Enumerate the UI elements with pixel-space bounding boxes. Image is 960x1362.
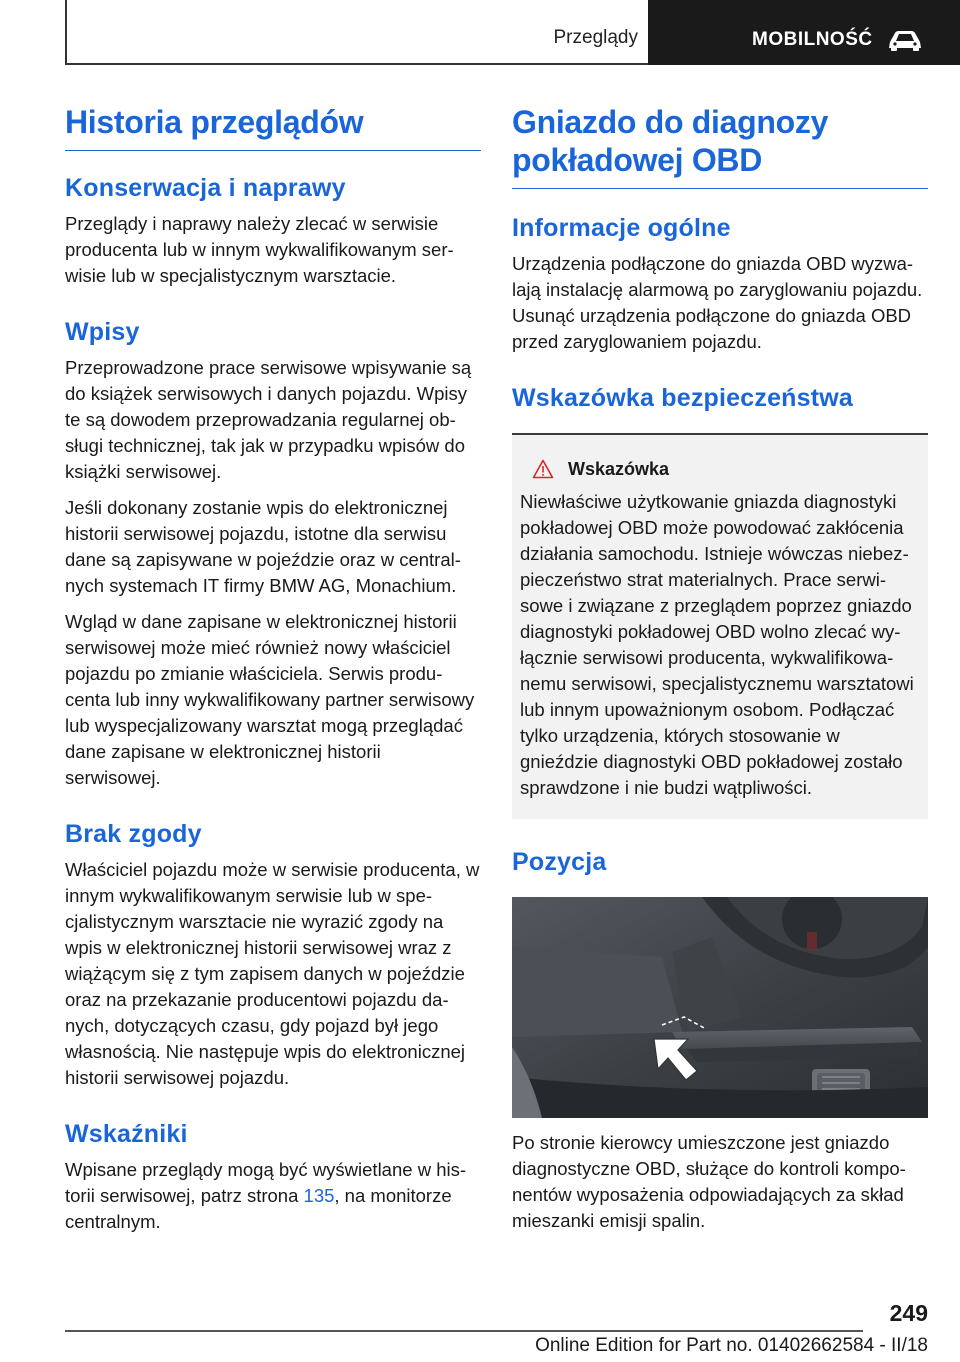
section-heading-konserwacja: Konserwacja i naprawy [65,174,346,202]
obd-location-photo [512,897,928,1118]
section-heading-bezpieczenstwo: Wskazówka bezpieczeństwa [512,384,854,412]
page-number: 249 [889,1300,928,1326]
edition-footer: Online Edition for Part no. 01402662584 - II/18 [535,1335,928,1356]
paragraph: Przeprowadzone prace serwisowe wpisywanie są do książek serwisowych i danych pojazdu. Wpisy te są dowodem przeprowadzania regularnej obsługi technicznej, tak jak w przypadku wpisów do książki serwisowej. [65,357,472,482]
paragraph: Jeśli dokonany zostanie wpis do elektronicznej historii serwisowej pojazdu, istotne dla serwisu dane są zapisywane w pojeździe oraz w centralnych systemach IT firmy BMW AG, Monachium. [65,497,461,596]
title-rule [65,150,481,151]
figure-caption: Po stronie kierowcy umieszczone jest gniazdo diagnostyczne OBD, służące do kontroli komponentów wyposażenia odpowiadających za skład mieszanki emisji spalin. [512,1132,906,1231]
section-heading-pozycja: Pozycja [512,848,607,876]
section-heading-informacje: Informacje ogólne [512,214,731,242]
warning-triangle-icon [532,459,554,479]
left-column [65,103,481,1235]
warning-title [520,457,920,481]
header-divider [65,0,67,64]
paragraph: Wgląd w dane zapisane w elektronicznej historii serwisowej może mieć również nowy właściciel pojazdu po zmianie właściciela. Serwis producenta lub inny wykwalifikowany partner serwisowy lub wyspecjalizowany warsztat mogą przeglądać dane zapisane w elektronicznej historii serwisowej. [65,611,475,788]
paragraph-text: , na monitorze centralnym. [65,1185,452,1232]
page-title: Historia przeglądów [65,104,364,140]
section-heading-wskazniki: Wskaźniki [65,1120,188,1148]
header-rule [65,63,648,65]
section-heading-wpisy: Wpisy [65,318,140,346]
right-column [512,103,928,1234]
car-icon [886,28,924,52]
warning-text: Niewłaściwe użytkowanie gniazda diagnostyki pokładowej OBD może powodować zakłócenia działania samochodu. Istnieje wówczas niebezpieczeństwo strat materialnych. Prace serwisowe i związane z przeglądem poprzez gniazdo diagnostyki pokładowej OBD wolno zlecać wyłącznie serwisowi producenta, wykwalifikowanemu serwisowi, specjalistycznemu warsztatowi lub innym upoważnionym osobom. Podłączać tylko urządzenia, których stosowanie w gnieździe diagnostyki OBD pokładowej zostało sprawdzone i nie budzi wątpliwości. [520,491,914,798]
footer-rule [65,1330,863,1332]
page-title-obd: Gniazdo do diagnozy pokładowej OBD [512,104,829,178]
header-section-title: Przeglądy [553,27,638,48]
chapter-tab [648,0,960,65]
chapter-label: MOBILNOŚĆ [752,29,873,50]
title-rule [512,188,928,189]
paragraph: Przeglądy i naprawy należy zlecać w serwisie producenta lub w innym wykwalifikowanym serwisie lub w specjalistycznym warsztacie. [65,213,454,286]
page-link[interactable]: 135 [303,1185,335,1206]
section-heading-brak-zgody: Brak zgody [65,820,202,848]
paragraph-text: Wpisane przeglądy mogą być wyświetlane w historii serwisowej, patrz strona [65,1159,467,1206]
warning-label: Wskazówka [568,459,670,479]
warning-box [512,433,928,819]
obd-illustration [512,897,928,1118]
paragraph: Właściciel pojazdu może w serwisie producenta, w innym wykwalifikowanym serwisie lub w specjalistycznym warsztacie nie wyrazić zgody na wpis w elektronicznej historii serwisowej wraz z wiążącym się z tym zapisem danych w pojeździe oraz na przekazanie producentowi pojazdu danych, dotyczących czasu, gdy pojazd był jego własnością. Nie następuje wpis do elektronicznej historii serwisowej pojazdu. [65,859,480,1088]
paragraph: Urządzenia podłączone do gniazda OBD wyzwalają instalację alarmową po zaryglowaniu pojazdu. Usunąć urządzenia podłączone do gniazda OBD przed zaryglowaniem pojazdu. [512,253,923,352]
paragraph [65,1157,481,1235]
